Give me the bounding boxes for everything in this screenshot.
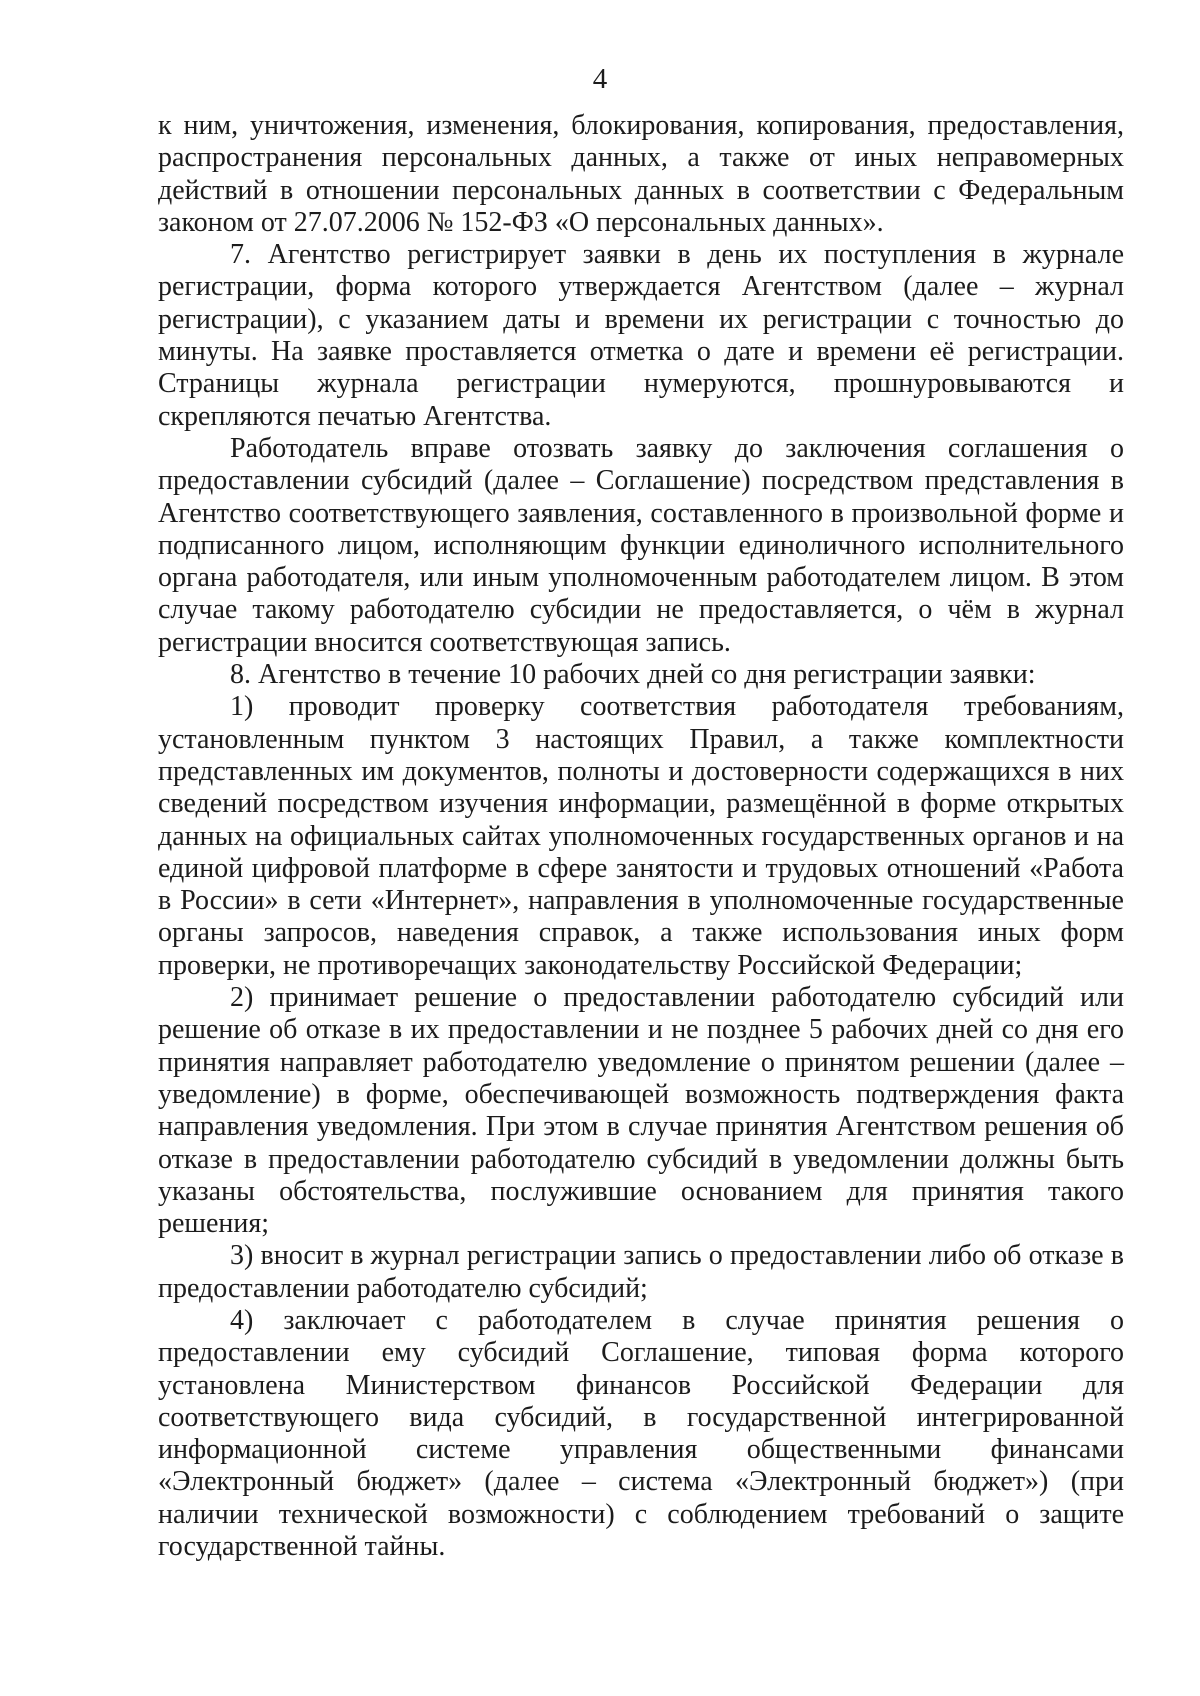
paragraph-item-7: 7. Агентство регистрирует заявки в день их поступления в журнале регистрации, форма которого утверждается Агентством (далее – журнал регистрации), с указанием даты и времени их регистрации с точностью до минуты. На заявке проставляется отметка о дате и времени её регистрации. Страницы журнала регистрации нумеруются, прошнуровываются и скрепляются печатью Агентства. <box>158 239 1124 432</box>
subitem-1: 1) проводит проверку соответствия работодателя требованиям, установленным пунктом 3 настоящих Правил, а также комплектности представленных им документов, полноты и достоверности содержащихся в них сведений посредством изучения информации, размещённой в форме открытых данных на официальных сайтах уполномоченных государственных органов и на единой цифровой платформе в сфере занятости и трудовых отношений «Работа в России» в сети «Интернет», направления в уполномоченные государственные органы запросов, наведения справок, а также использования иных форм проверки, не противоречащих законодательству Российской Федерации; <box>158 691 1124 981</box>
page-number: 4 <box>592 63 608 95</box>
paragraph-withdrawal: Работодатель вправе отозвать заявку до заключения соглашения о предоставлении субсидий (далее – Соглашение) посредством представления в Агентство соответствующего заявления, составленного в произвольной форме и подписанного лицом, исполняющим функции единоличного исполнительного органа работодателя, или иным уполномоченным работодателем лицом. В этом случае такому работодателю субсидии не предоставляется, о чём в журнал регистрации вносится соответствующая запись. <box>158 432 1124 658</box>
subitem-4: 4) заключает с работодателем в случае принятия решения о предоставлении ему субсидий Соглашение, типовая форма которого установлена Министерством финансов Российской Федерации для соответствующего вида субсидий, в государственной интегрированной информационной системе управления общественными финансами «Электронный бюджет» (далее – система «Электронный бюджет») (при наличии технической возможности) с соблюдением требований о защите государственной тайны. <box>158 1304 1124 1563</box>
document-body <box>158 110 1124 1563</box>
paragraph-continuation: к ним, уничтожения, изменения, блокирования, копирования, предоставления, распространения персональных данных, а также от иных неправомерных действий в отношении персональных данных в соответствии с Федеральным законом от 27.07.2006 № 152-ФЗ «О персональных данных». <box>158 110 1124 238</box>
paragraph-item-8: 8. Агентство в течение 10 рабочих дней со дня регистрации заявки: <box>230 659 1036 691</box>
subitem-3: 3) вносит в журнал регистрации запись о предоставлении либо об отказе в предоставлении работодателю субсидий; <box>158 1240 1124 1304</box>
subitem-2: 2) принимает решение о предоставлении работодателю субсидий или решение об отказе в их предоставлении и не позднее 5 рабочих дней со дня его принятия направляет работодателю уведомление о принятом решении (далее – уведомление) в форме, обеспечивающей возможность подтверждения факта направления уведомления. При этом в случае принятия Агентством решения об отказе в предоставлении работодателю субсидий в уведомлении должны быть указаны обстоятельства, послужившие основанием для принятия такого решения; <box>158 982 1124 1240</box>
